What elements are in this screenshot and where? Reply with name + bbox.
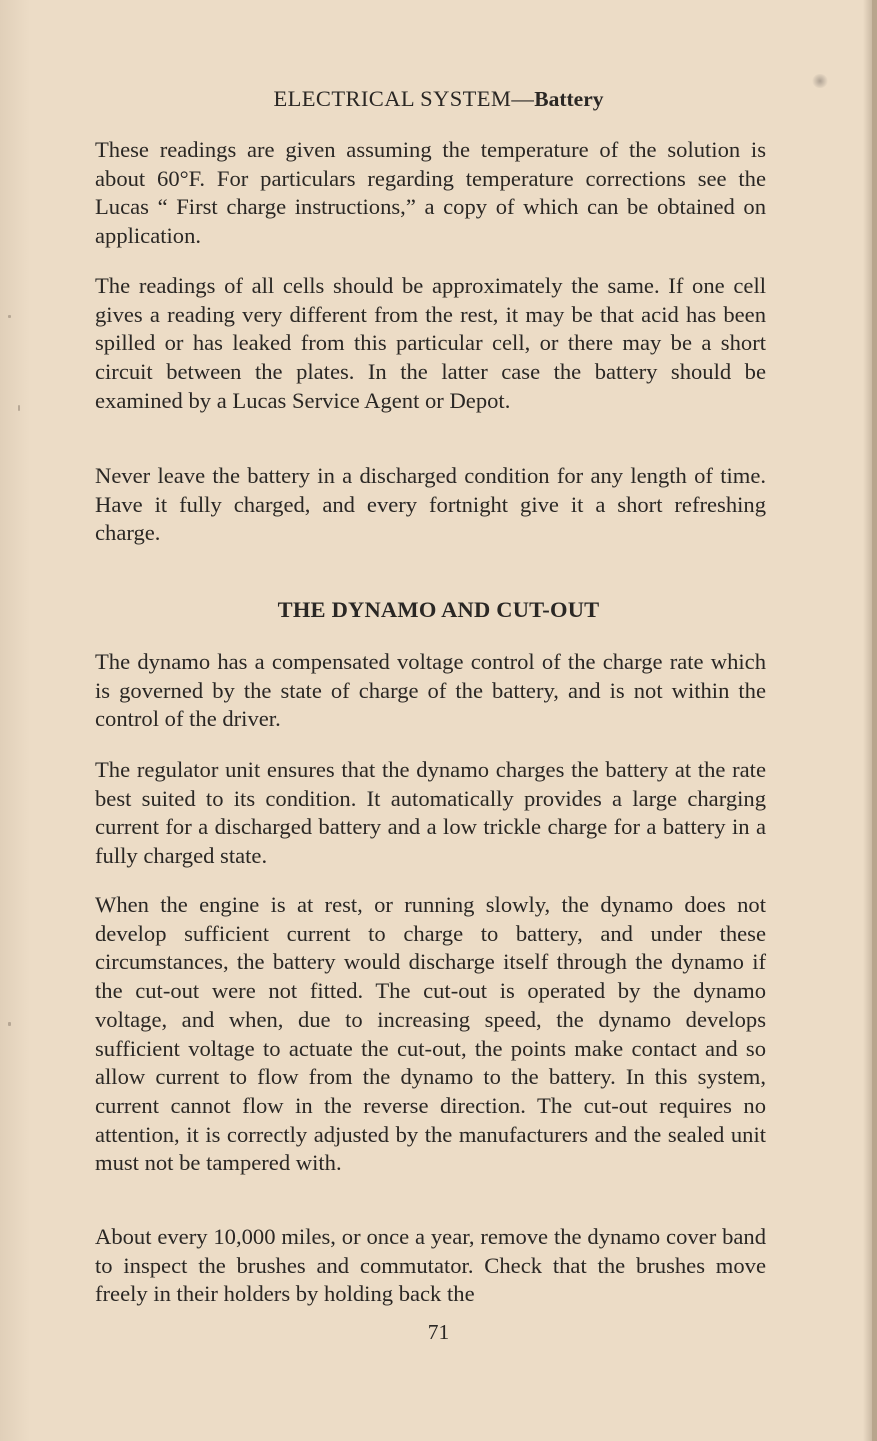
running-head-title: ELECTRICAL SYSTEM—	[273, 86, 535, 111]
page-number: 71	[427, 1320, 450, 1344]
section-heading: THE DYNAMO AND CUT-OUT	[277, 597, 600, 622]
margin-speck	[18, 405, 20, 411]
running-head	[0, 86, 877, 112]
margin-speck	[8, 315, 11, 318]
paragraph-cut-out: When the engine is at rest, or running slowly, the dynamo does not develop sufficient current to charge to battery, and under these circumstances, the battery would discharge itself through the dynamo if the cut-out were not fitted. The cut-out is operated by the dynamo voltage, and when, due to increasing speed, the dynamo develops sufficient voltage to actuate the cut-out, the points make contact and so allow current to flow from the dynamo to the battery. In this system, current cannot flow in the reverse direction. The cut-out requires no attention, it is correctly adjusted by the manufacturers and the sealed unit must not be tampered with.	[95, 892, 766, 1176]
paragraph-cell-readings: The readings of all cells should be approximately the same. If one cell gives a reading very different from the rest, it may be that acid has been spilled or has leaked from this particular cell, or there may be a short circuit between the plates. In the latter case the battery should be examined by a Lucas Service Agent or Depot.	[95, 273, 766, 413]
paragraph-brushes-inspection: About every 10,000 miles, or once a year, remove the dynamo cover band to inspect the brushes and commutator. Check that the brushes move freely in their holders by holding back the	[95, 1224, 766, 1307]
paragraph-temperature-readings: These readings are given assuming the temperature of the solution is about 60°F. For particulars regarding temperature corrections see the Lucas “ First charge instructions,” a copy of which can be obtained on application.	[95, 137, 766, 249]
running-head-subtitle: Battery	[534, 87, 604, 111]
paragraph-regulator-unit: The regulator unit ensures that the dynamo charges the battery at the rate best suited to its condition. It automatically provides a large charging current for a discharged battery and a low trickle charge for a battery in a fully charged state.	[95, 757, 766, 869]
paragraph-discharged-condition: Never leave the battery in a discharged condition for any length of time. Have it fully charged, and every fortnight give it a short refreshing charge.	[95, 463, 766, 546]
margin-speck	[8, 1022, 11, 1026]
paragraph-voltage-control: The dynamo has a compensated voltage control of the charge rate which is governed by the state of charge of the battery, and is not within the control of the driver.	[95, 649, 766, 732]
page-edge	[872, 0, 877, 1441]
